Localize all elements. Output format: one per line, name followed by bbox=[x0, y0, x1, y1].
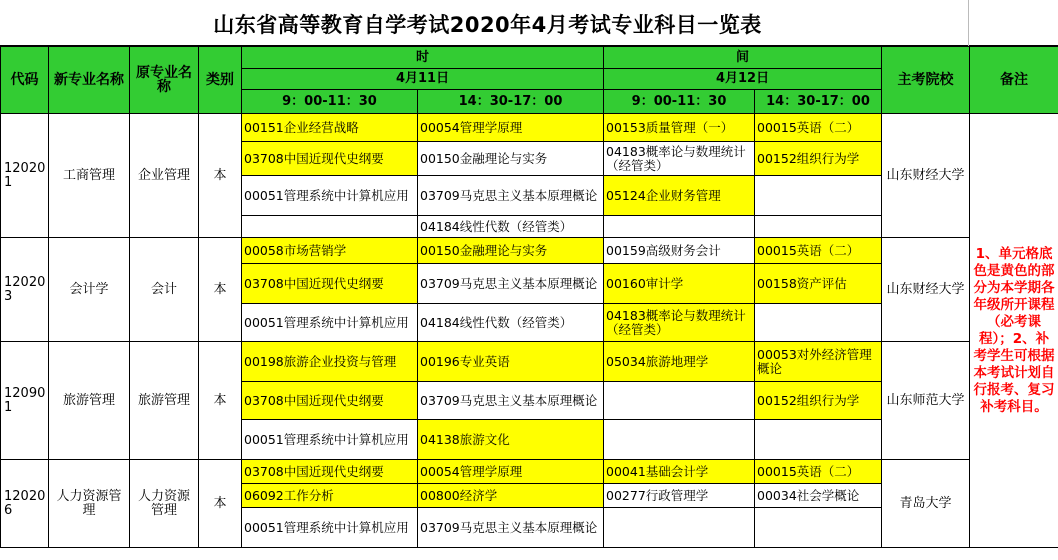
new-major-name: 工商管理 bbox=[49, 114, 130, 238]
course-cell: 00051管理系统中计算机应用 bbox=[242, 508, 418, 548]
course-cell bbox=[755, 216, 882, 238]
category: 本 bbox=[199, 460, 242, 548]
exam-school: 山东财经大学 bbox=[882, 114, 970, 238]
course-cell: 00153质量管理（一） bbox=[604, 114, 755, 142]
course-cell: 04138旅游文化 bbox=[418, 420, 604, 460]
course-cell: 03709马克思主义基本原理概论 bbox=[418, 382, 604, 420]
course-cell: 00015英语（二） bbox=[755, 460, 882, 484]
course-cell: 00150金融理论与实务 bbox=[418, 142, 604, 176]
major-code: 120201 bbox=[1, 114, 49, 238]
course-cell: 00053对外经济管理概论 bbox=[755, 342, 882, 382]
course-cell: 00196专业英语 bbox=[418, 342, 604, 382]
course-cell bbox=[604, 508, 755, 548]
header-new-major: 新专业名称 bbox=[49, 47, 130, 114]
title-bar bbox=[0, 0, 1058, 46]
exam-school: 山东师范大学 bbox=[882, 342, 970, 460]
course-cell: 03708中国近现代史纲要 bbox=[242, 460, 418, 484]
header-school: 主考院校 bbox=[882, 47, 970, 114]
course-cell: 06092工作分析 bbox=[242, 484, 418, 508]
course-cell: 00151企业经营战略 bbox=[242, 114, 418, 142]
category: 本 bbox=[199, 342, 242, 460]
course-cell: 04183概率论与数理统计（经管类） bbox=[604, 304, 755, 342]
exam-schedule-table bbox=[0, 46, 1058, 548]
header-time-part2: 间 bbox=[604, 47, 882, 69]
header-date1: 4月11日 bbox=[242, 69, 604, 90]
course-cell: 00041基础会计学 bbox=[604, 460, 755, 484]
course-cell: 03708中国近现代史纲要 bbox=[242, 142, 418, 176]
old-major-name: 会计 bbox=[130, 238, 199, 342]
course-cell: 00277行政管理学 bbox=[604, 484, 755, 508]
title-divider bbox=[968, 0, 969, 46]
new-major-name: 旅游管理 bbox=[49, 342, 130, 460]
header-old-major: 原专业名称 bbox=[130, 47, 199, 114]
course-cell: 00800经济学 bbox=[418, 484, 604, 508]
course-cell: 00160审计学 bbox=[604, 264, 755, 304]
header-slot-d1-pm: 14：30-17：00 bbox=[418, 90, 604, 114]
course-cell: 00015英语（二） bbox=[755, 238, 882, 264]
course-cell: 04184线性代数（经管类） bbox=[418, 216, 604, 238]
course-cell: 00058市场营销学 bbox=[242, 238, 418, 264]
course-cell: 04183概率论与数理统计（经管类） bbox=[604, 142, 755, 176]
major-code: 120206 bbox=[1, 460, 49, 548]
major-code: 120203 bbox=[1, 238, 49, 342]
header-date2: 4月12日 bbox=[604, 69, 882, 90]
course-cell bbox=[755, 304, 882, 342]
old-major-name: 人力资源管理 bbox=[130, 460, 199, 548]
course-cell: 00158资产评估 bbox=[755, 264, 882, 304]
header-slot-d2-am: 9：00-11：30 bbox=[604, 90, 755, 114]
course-cell: 00150金融理论与实务 bbox=[418, 238, 604, 264]
course-cell: 00152组织行为学 bbox=[755, 382, 882, 420]
course-cell bbox=[755, 176, 882, 216]
header-category: 类别 bbox=[199, 47, 242, 114]
exam-school: 青岛大学 bbox=[882, 460, 970, 548]
course-cell: 00051管理系统中计算机应用 bbox=[242, 420, 418, 460]
course-cell: 00054管理学原理 bbox=[418, 114, 604, 142]
course-cell: 03708中国近现代史纲要 bbox=[242, 264, 418, 304]
course-cell: 00051管理系统中计算机应用 bbox=[242, 176, 418, 216]
new-major-name: 会计学 bbox=[49, 238, 130, 342]
course-cell bbox=[755, 420, 882, 460]
course-cell bbox=[604, 420, 755, 460]
course-cell: 00051管理系统中计算机应用 bbox=[242, 304, 418, 342]
course-cell: 00159高级财务会计 bbox=[604, 238, 755, 264]
course-cell: 03709马克思主义基本原理概论 bbox=[418, 264, 604, 304]
remark-note: 1、单元格底色是黄色的部分为本学期各年级所开课程（必考课程）；2、补考学生可根据本考试计划自行报考、复习补考科目。 bbox=[970, 114, 1058, 548]
course-cell: 00198旅游企业投资与管理 bbox=[242, 342, 418, 382]
page-title: 山东省高等教育自学考试2020年4月考试专业科目一览表 bbox=[213, 13, 762, 37]
course-cell bbox=[604, 382, 755, 420]
course-cell: 03709马克思主义基本原理概论 bbox=[418, 508, 604, 548]
course-cell: 03708中国近现代史纲要 bbox=[242, 382, 418, 420]
header-remark: 备注 bbox=[970, 47, 1058, 114]
new-major-name: 人力资源管理 bbox=[49, 460, 130, 548]
course-cell: 00054管理学原理 bbox=[418, 460, 604, 484]
exam-school: 山东财经大学 bbox=[882, 238, 970, 342]
course-cell: 05124企业财务管理 bbox=[604, 176, 755, 216]
course-cell bbox=[242, 216, 418, 238]
course-cell bbox=[755, 508, 882, 548]
course-cell: 04184线性代数（经管类） bbox=[418, 304, 604, 342]
category: 本 bbox=[199, 238, 242, 342]
course-cell: 00015英语（二） bbox=[755, 114, 882, 142]
course-cell: 05034旅游地理学 bbox=[604, 342, 755, 382]
header-slot-d2-pm: 14：30-17：00 bbox=[755, 90, 882, 114]
major-code: 120901 bbox=[1, 342, 49, 460]
header-slot-d1-am: 9：00-11：30 bbox=[242, 90, 418, 114]
course-cell bbox=[604, 216, 755, 238]
header-time-part1: 时 bbox=[242, 47, 604, 69]
category: 本 bbox=[199, 114, 242, 238]
course-cell: 00034社会学概论 bbox=[755, 484, 882, 508]
course-cell: 00152组织行为学 bbox=[755, 142, 882, 176]
course-cell: 03709马克思主义基本原理概论 bbox=[418, 176, 604, 216]
old-major-name: 旅游管理 bbox=[130, 342, 199, 460]
old-major-name: 企业管理 bbox=[130, 114, 199, 238]
header-code: 代码 bbox=[1, 47, 49, 114]
